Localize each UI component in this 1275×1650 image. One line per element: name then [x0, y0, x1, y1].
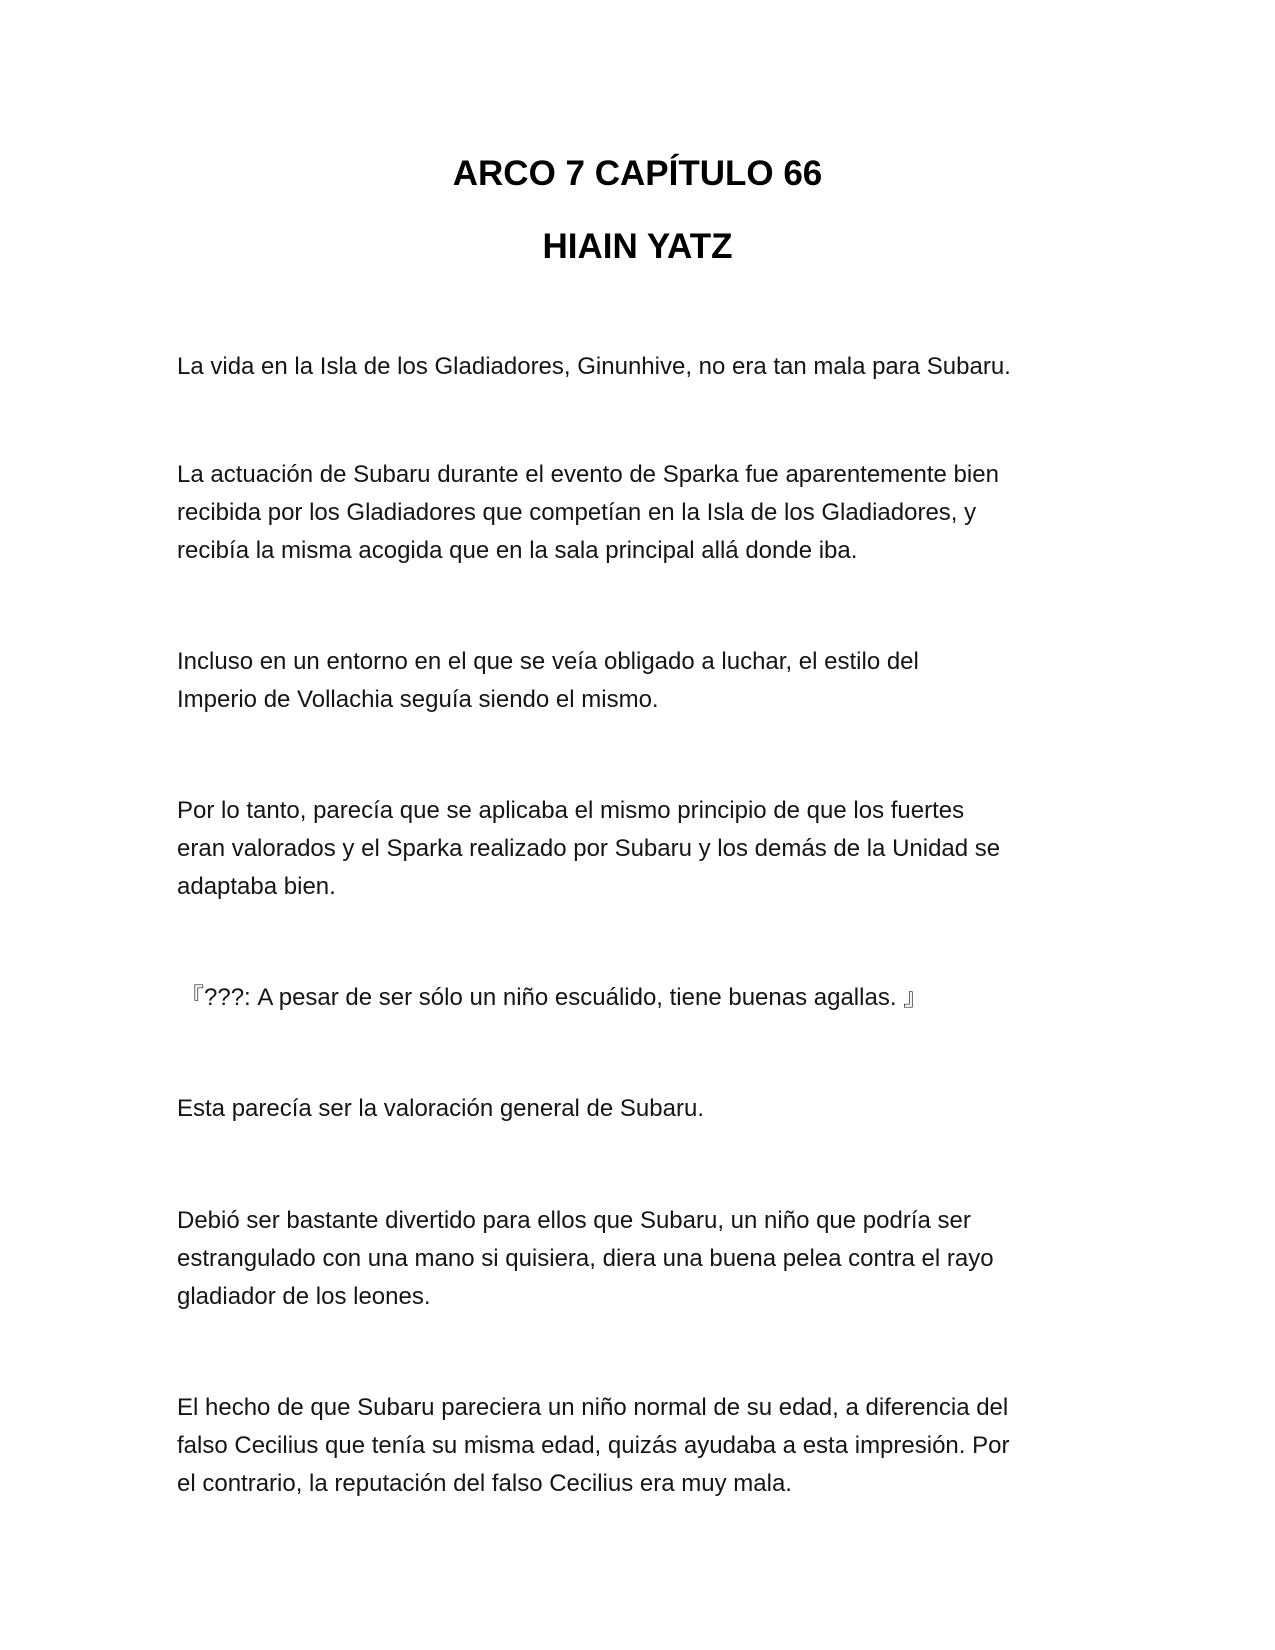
paragraph-line: Esta parecía ser la valoración general de Subaru. [177, 1095, 704, 1122]
paragraph-1 [177, 348, 1107, 386]
paragraph-line: Incluso en un entorno en el que se veía obligado a luchar, el estilo del [177, 648, 919, 675]
paragraph-line: estrangulado con una mano si quisiera, diera una buena pelea contra el rayo [177, 1245, 994, 1272]
paragraph-3 [177, 643, 1107, 719]
paragraph-4 [177, 792, 1107, 906]
paragraph-line: el contrario, la reputación del falso Cecilius era muy mala. [177, 1470, 792, 1497]
paragraph-line: recibía la misma acogida que en la sala principal allá donde iba. [177, 537, 858, 564]
paragraph-line: eran valorados y el Sparka realizado por Subaru y los demás de la Unidad se [177, 835, 1001, 862]
dialogue-line: 『???: A pesar de ser sólo un niño escuálido, tiene buenas agallas. 』 [180, 984, 928, 1011]
paragraph-2 [177, 456, 1107, 570]
chapter-subtitle: HIAIN YATZ [542, 227, 733, 266]
paragraph-7 [177, 1202, 1107, 1316]
paragraph-line: La vida en la Isla de los Gladiadores, Ginunhive, no era tan mala para Subaru. [177, 353, 1011, 380]
dialogue-quote [180, 979, 1110, 1017]
paragraph-line: adaptaba bien. [177, 873, 336, 900]
chapter-title: ARCO 7 CAPÍTULO 66 [452, 154, 823, 193]
paragraph-line: falso Cecilius que tenía su misma edad, quizás ayudaba a esta impresión. Por [177, 1432, 1010, 1459]
paragraph-line: La actuación de Subaru durante el evento de Sparka fue aparentemente bien [177, 461, 999, 488]
paragraph-8 [177, 1389, 1107, 1503]
paragraph-line: Debió ser bastante divertido para ellos que Subaru, un niño que podría ser [177, 1207, 971, 1234]
paragraph-line: gladiador de los leones. [177, 1283, 431, 1310]
paragraph-line: El hecho de que Subaru pareciera un niño normal de su edad, a diferencia del [177, 1394, 1009, 1421]
paragraph-line: Imperio de Vollachia seguía siendo el mismo. [177, 686, 659, 713]
paragraph-line: Por lo tanto, parecía que se aplicaba el mismo principio de que los fuertes [177, 797, 965, 824]
paragraph-6 [177, 1090, 1107, 1128]
paragraph-line: recibida por los Gladiadores que competían en la Isla de los Gladiadores, y [177, 499, 977, 526]
